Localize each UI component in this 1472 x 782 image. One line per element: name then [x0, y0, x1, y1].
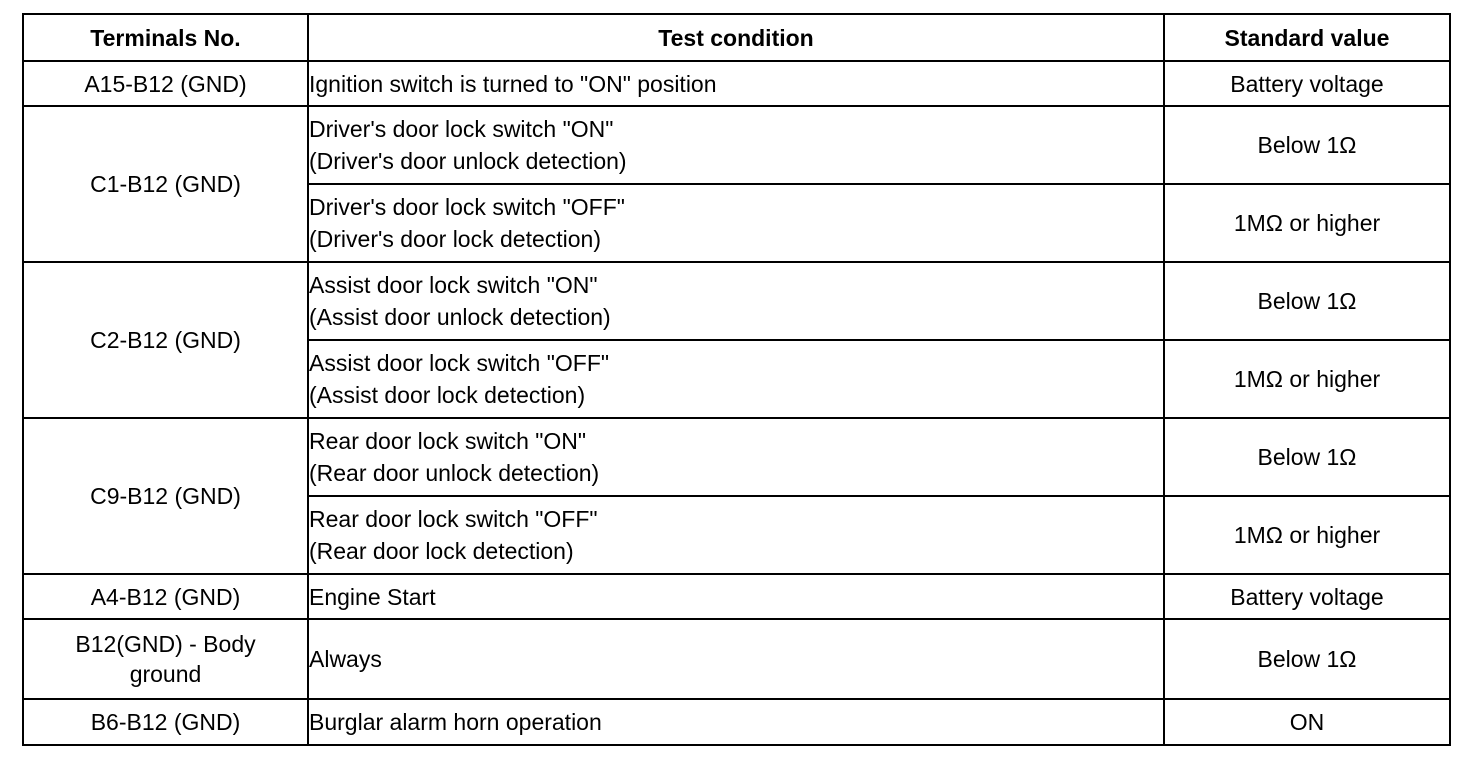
terminal-line: B12(GND) - Body: [75, 631, 256, 657]
terminal-cell: C2-B12 (GND): [23, 262, 308, 418]
value-cell: Below 1Ω: [1164, 619, 1450, 699]
terminal-cell: C9-B12 (GND): [23, 418, 308, 574]
condition-line: Assist door lock switch "ON": [309, 272, 598, 298]
header-row: [23, 14, 1450, 61]
condition-cell: Engine Start: [308, 574, 1164, 619]
value-cell: 1MΩ or higher: [1164, 184, 1450, 262]
condition-cell: Always: [308, 619, 1164, 699]
condition-cell: Burglar alarm horn operation: [308, 699, 1164, 745]
table-row: [23, 106, 1450, 184]
value-cell: Battery voltage: [1164, 574, 1450, 619]
condition-line: (Assist door lock detection): [309, 382, 586, 408]
terminal-line: ground: [129, 661, 202, 687]
header-test-condition: Test condition: [308, 14, 1164, 61]
condition-line: Rear door lock switch "ON": [309, 428, 587, 454]
condition-cell: [308, 496, 1164, 574]
condition-line: (Driver's door lock detection): [309, 226, 601, 252]
condition-cell: [308, 184, 1164, 262]
condition-cell: [308, 106, 1164, 184]
terminal-test-table: [22, 13, 1451, 746]
condition-cell: [308, 262, 1164, 340]
table-row: [23, 574, 1450, 619]
condition-line: Driver's door lock switch "ON": [309, 116, 614, 142]
table-row: [23, 699, 1450, 745]
terminal-cell: A4-B12 (GND): [23, 574, 308, 619]
value-cell: Below 1Ω: [1164, 418, 1450, 496]
terminal-cell: B6-B12 (GND): [23, 699, 308, 745]
condition-line: Driver's door lock switch "OFF": [309, 194, 625, 220]
condition-cell: Ignition switch is turned to "ON" position: [308, 61, 1164, 106]
condition-line: Rear door lock switch "OFF": [309, 506, 598, 532]
header-standard-value: Standard value: [1164, 14, 1450, 61]
value-cell: Below 1Ω: [1164, 106, 1450, 184]
value-cell: 1MΩ or higher: [1164, 340, 1450, 418]
terminal-cell: A15-B12 (GND): [23, 61, 308, 106]
condition-cell: [308, 340, 1164, 418]
condition-cell: [308, 418, 1164, 496]
condition-line: Assist door lock switch "OFF": [309, 350, 610, 376]
table-row: [23, 61, 1450, 106]
value-cell: Below 1Ω: [1164, 262, 1450, 340]
table-row: [23, 262, 1450, 340]
value-cell: 1MΩ or higher: [1164, 496, 1450, 574]
condition-line: (Assist door unlock detection): [309, 304, 611, 330]
condition-line: (Driver's door unlock detection): [309, 148, 627, 174]
header-terminals-no: Terminals No.: [23, 14, 308, 61]
condition-line: (Rear door unlock detection): [309, 460, 600, 486]
table-row: [23, 418, 1450, 496]
value-cell: Battery voltage: [1164, 61, 1450, 106]
condition-line: (Rear door lock detection): [309, 538, 574, 564]
terminal-cell: [23, 619, 308, 699]
value-cell: ON: [1164, 699, 1450, 745]
table-row: [23, 619, 1450, 699]
terminal-cell: C1-B12 (GND): [23, 106, 308, 262]
